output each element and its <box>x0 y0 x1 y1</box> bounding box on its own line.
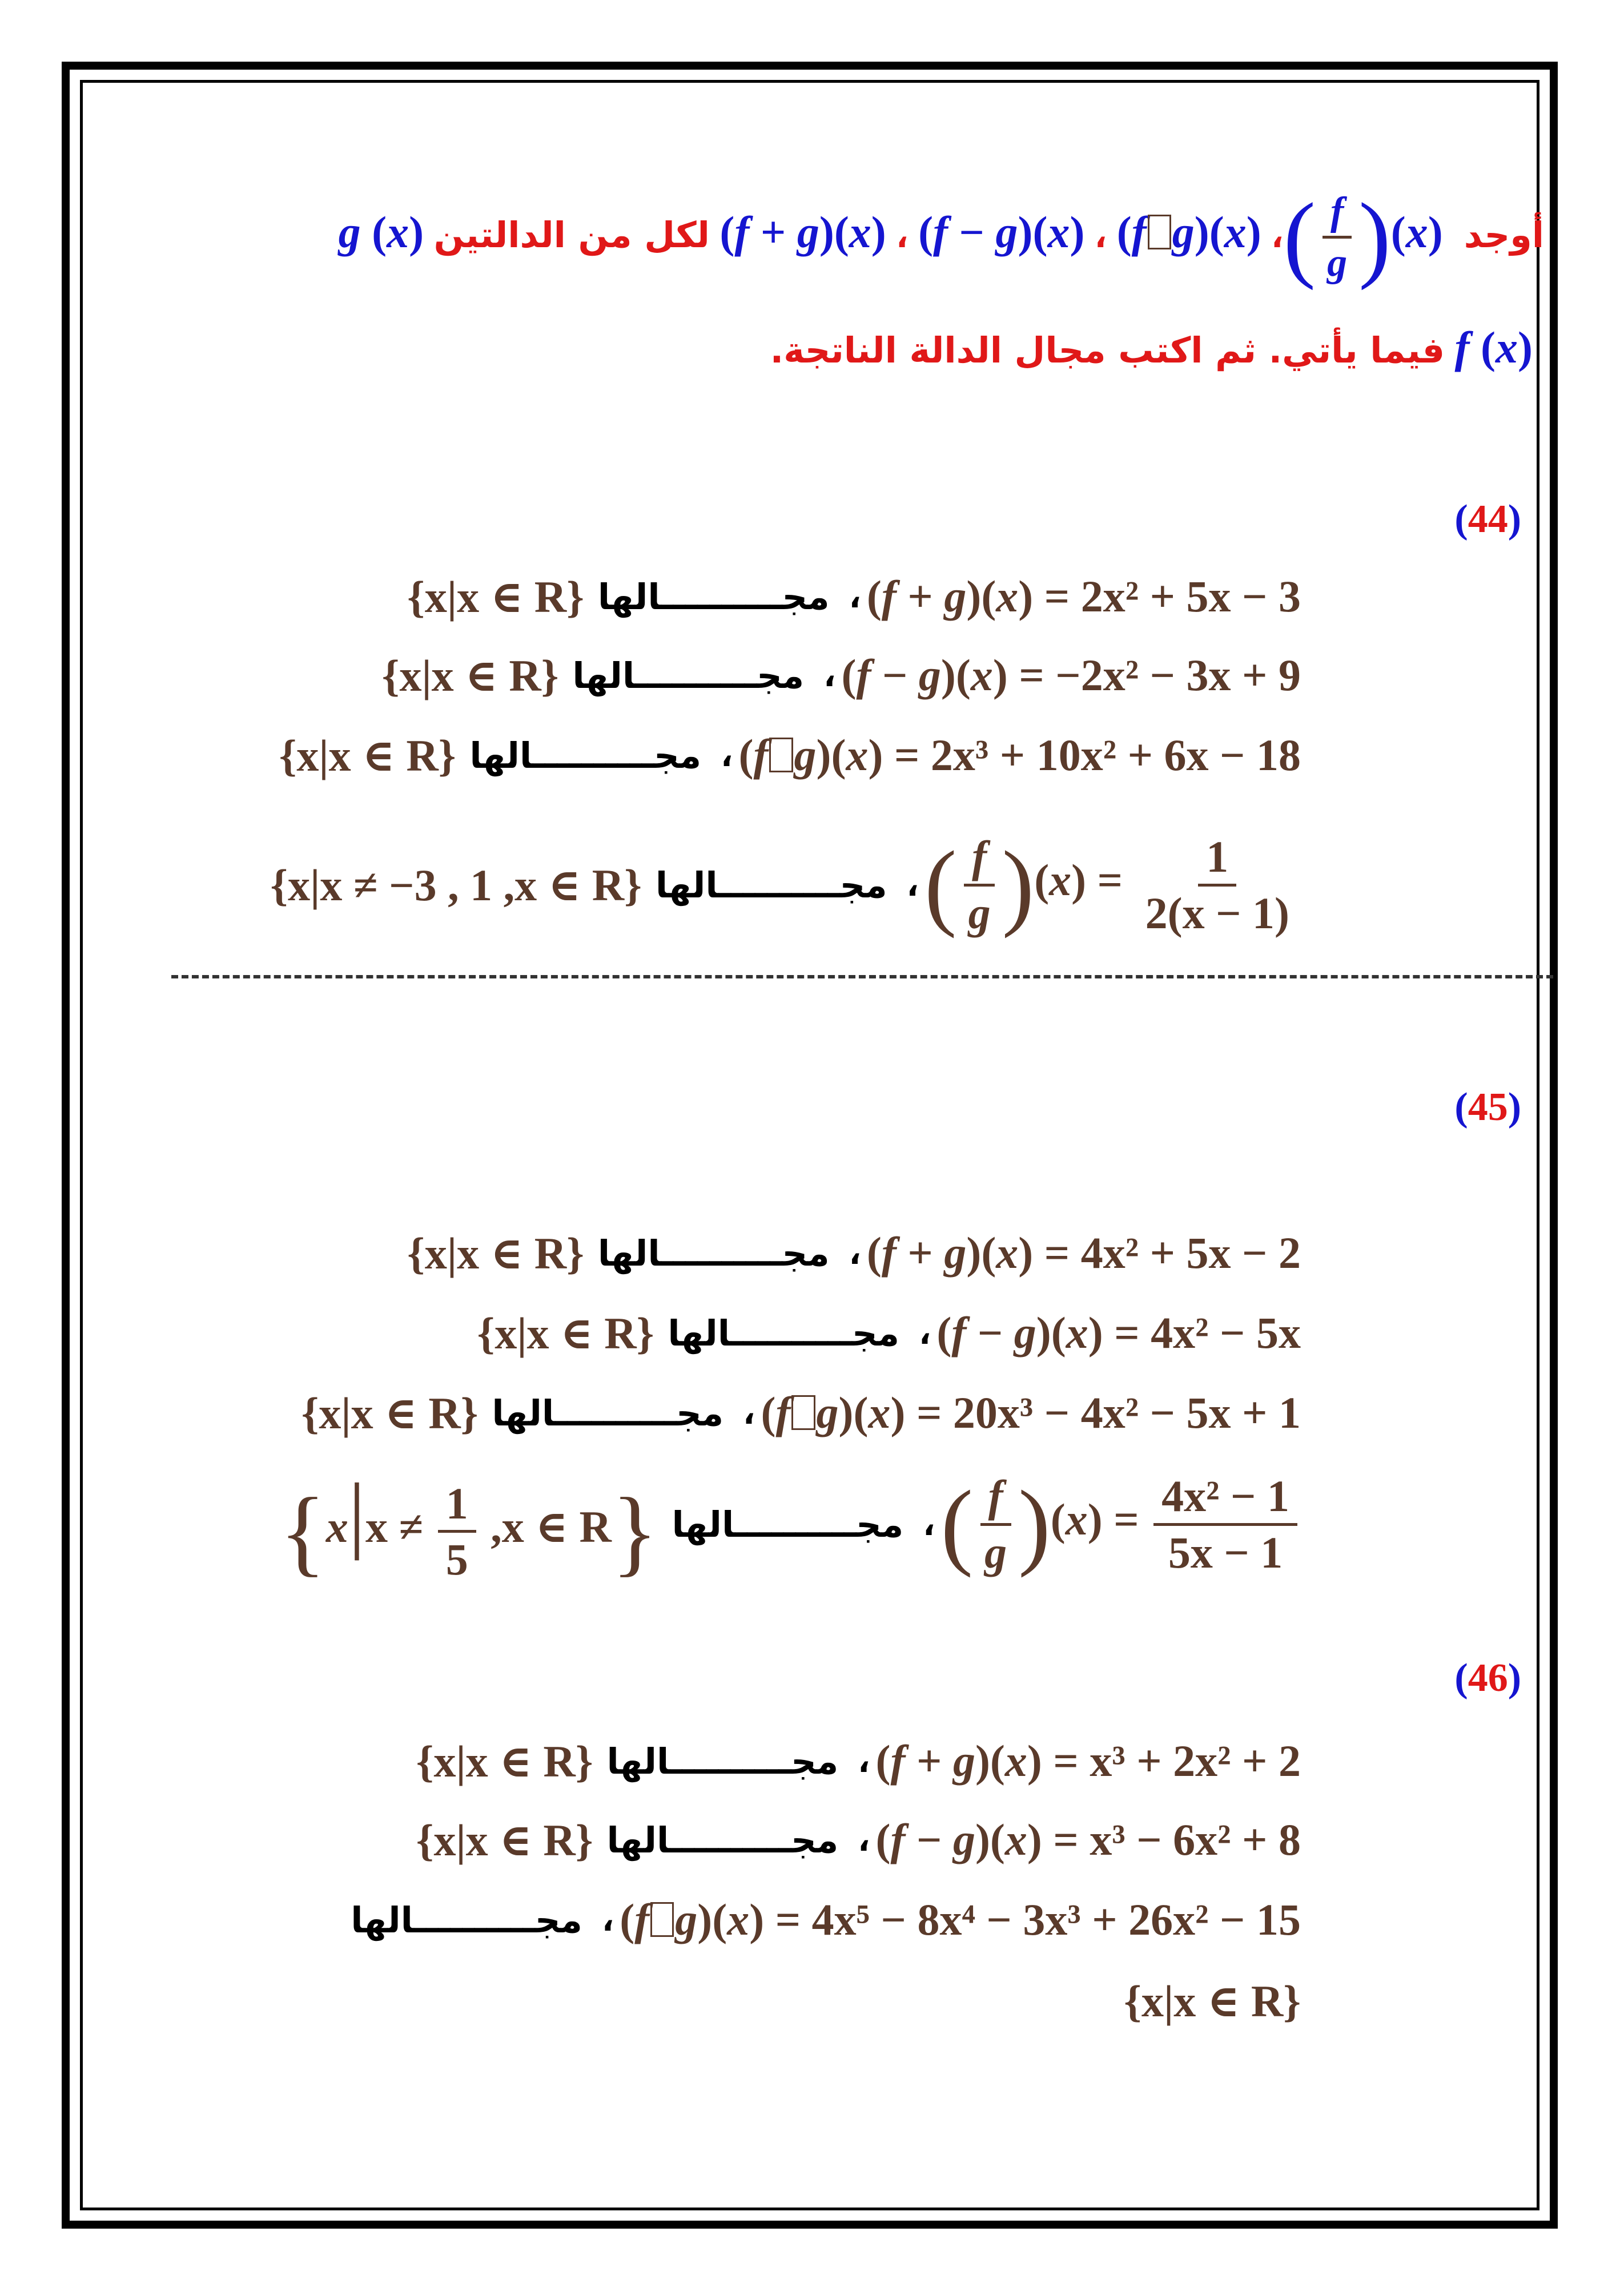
p45-prod-domain: {x|x ∈ R} <box>301 1388 479 1438</box>
problem-number-44: (44) <box>1454 497 1521 541</box>
p45-diff: 4x² − 5x <box>1151 1308 1301 1358</box>
p45-sum: 4x² + 5x − 2 <box>1080 1228 1301 1278</box>
p44-sum: 2x² + 5x − 3 <box>1080 571 1301 621</box>
domain-label: مجــــــــــالها <box>668 1312 900 1354</box>
p44-prod: 2x³ + 10x² + 6x − 18 <box>930 730 1301 780</box>
domain-label: مجــــــــــالها <box>492 1392 724 1434</box>
problem-number-46: (46) <box>1454 1656 1521 1700</box>
p44-diff-row: (f − g)(x) = −2x² − 3x + 9 ، مجــــــــــالها {x|x ∈ R} <box>381 650 1301 700</box>
heading-for-each: لكل من الدالتين <box>433 214 710 256</box>
p44-prod-domain: {x|x ∈ R} <box>279 730 456 780</box>
section-divider <box>171 975 1553 978</box>
p45-sum-row: (f + g)(x) = 4x² + 5x − 2 ، مجــــــــــالها {x|x ∈ R} <box>407 1228 1301 1278</box>
heading-quotient-notation: ( $\frac{f}{g}$ )(x) <box>1283 183 1443 291</box>
domain-label: مجــــــــــالها <box>597 575 830 618</box>
p45-quot-row: ( $\frac{f}{g}$ )(x) = $\frac{\text{4x² − 1}}{5x - 1}$ ، مجــــــــــالها {x|x ≠ $\frac{1}{5}$ ,x ∈ R} <box>279 1461 1301 1587</box>
instruction-line-2 <box>770 325 1533 370</box>
p45-quot-num: 4x² − 1 <box>1153 1472 1297 1526</box>
domain-label: مجــــــــــالها <box>606 1819 839 1861</box>
p46-diff-row: (f − g)(x) = x³ − 6x² + 8 ، مجــــــــــالها {x|x ∈ R} <box>416 1815 1301 1865</box>
heading-g-notation: g (x) <box>338 207 424 257</box>
domain-label: مجــــــــــالها <box>655 864 887 906</box>
p46-prod-domain: {x|x ∈ R} <box>1124 1976 1301 2026</box>
p45-quot-domain: {x|x ≠ $\frac{1}{5}$ ,x ∈ R} <box>279 1465 658 1585</box>
domain-label: مجــــــــــالها <box>469 734 702 776</box>
domain-label: مجــــــــــالها <box>597 1232 830 1274</box>
heading-find-word: أوجد <box>1464 214 1544 256</box>
heading-product-notation: (f g)(x) <box>1116 207 1261 257</box>
p44-prod-row: (f g)(x) = 2x³ + 10x² + 6x − 18 ، مجــــــــــالها {x|x ∈ R} <box>279 730 1301 780</box>
p46-prod: 4x⁵ − 8x⁴ − 3x³ + 26x² − 15 <box>811 1895 1301 1944</box>
p45-sum-domain: {x|x ∈ R} <box>407 1228 584 1278</box>
heading-rest: فيما يأتي. ثم اكتب مجال الدالة الناتجة. <box>770 329 1445 371</box>
p46-sum: x³ + 2x² + 2 <box>1090 1736 1301 1786</box>
domain-label: مجــــــــــالها <box>572 654 805 696</box>
problem-number-45: (45) <box>1454 1085 1521 1129</box>
p46-sum-domain: {x|x ∈ R} <box>416 1736 593 1786</box>
p46-sum-row: (f + g)(x) = x³ + 2x² + 2 ، مجــــــــــالها {x|x ∈ R} <box>416 1736 1301 1786</box>
p44-diff-domain: {x|x ∈ R} <box>381 650 559 700</box>
heading-diff-notation: (f − g)(x) <box>918 207 1085 257</box>
heading-sum-notation: (f + g)(x) <box>719 207 886 257</box>
p46-diff-domain: {x|x ∈ R} <box>416 1815 593 1865</box>
p45-prod-row: (f g)(x) = 20x³ − 4x² − 5x + 1 ، مجــــــــــالها {x|x ∈ R} <box>301 1388 1301 1438</box>
instruction-line-1: أوجد ( $\frac{f}{g}$ )(x) ، (f g)(x) ، (f − g)(x) ، (f + g)(x) لكل من الدالتين g (x) <box>338 183 1544 291</box>
p44-quot-domain: {x|x ≠ −3 , 1 ,x ∈ R} <box>270 860 642 910</box>
p46-prod-row: (f g)(x) = 4x⁵ − 8x⁴ − 3x³ + 26x² − 15 ، مجــــــــــالها <box>351 1895 1301 1944</box>
p44-quot-den: 2(x − 1) <box>1145 888 1289 938</box>
p45-quot-den: 5x − 1 <box>1168 1527 1283 1577</box>
p44-quot-num: 1 <box>1198 832 1236 887</box>
p44-quot-row: ( $\frac{f}{g}$ )(x) = $\frac{1}{2(x - 1)}$ ، مجــــــــــالها {x|x ≠ −3 , 1 ,x ∈ R} <box>270 822 1301 948</box>
domain-label: مجــــــــــالها <box>351 1899 582 1941</box>
p45-diff-domain: {x|x ∈ R} <box>477 1308 654 1358</box>
p46-diff: x³ − 6x² + 8 <box>1090 1815 1301 1864</box>
p45-diff-row: (f − g)(x) = 4x² − 5x ، مجــــــــــالها {x|x ∈ R} <box>477 1308 1301 1358</box>
p44-sum-row: (f + g)(x) = 2x² + 5x − 3 ، مجــــــــــالها {x|x ∈ R} <box>407 571 1301 622</box>
p46-prod-domain-row <box>1124 1969 1301 2032</box>
heading-f-notation: f (x) <box>1454 323 1533 372</box>
domain-label: مجــــــــــالها <box>606 1740 839 1782</box>
p44-sum-domain: {x|x ∈ R} <box>407 571 584 622</box>
domain-label: مجــــــــــالها <box>672 1503 904 1545</box>
p44-diff: −2x² − 3x + 9 <box>1055 650 1301 700</box>
p45-prod: 20x³ − 4x² − 5x + 1 <box>952 1388 1301 1437</box>
